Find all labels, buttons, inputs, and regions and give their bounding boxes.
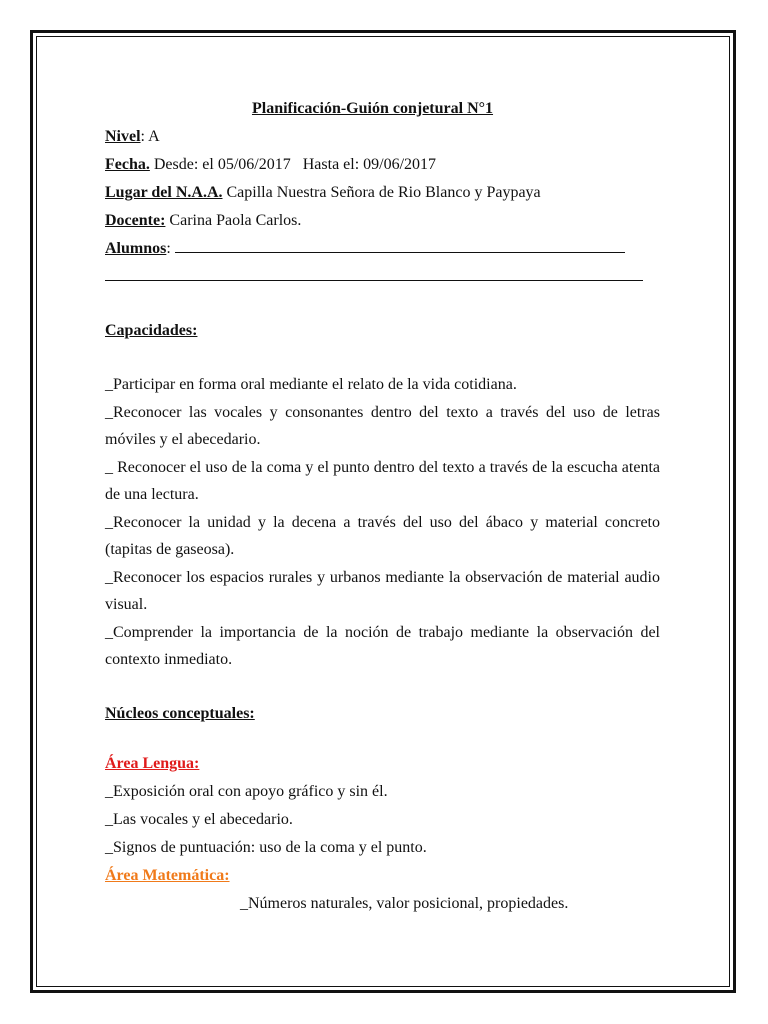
capacidades-list xyxy=(105,371,660,674)
docente-label: Docente: xyxy=(105,212,166,229)
capacidad-item: _Reconocer las vocales y consonantes dentro del texto a través del uso de letras móviles y el abecedario. xyxy=(105,403,660,448)
capacidad-item: _Reconocer los espacios rurales y urbanos mediante la observación de material audio visual. xyxy=(105,568,660,613)
nivel-label: Nivel xyxy=(105,128,141,145)
lengua-heading-line xyxy=(105,750,660,778)
lugar-value: Capilla Nuestra Señora de Rio Blanco y Paypaya xyxy=(222,184,541,201)
fecha-value: Desde: el 05/06/2017 Hasta el: 09/06/2017 xyxy=(149,156,437,173)
lengua-item: _Las vocales y el abecedario. xyxy=(105,810,293,828)
document-page xyxy=(105,95,660,918)
alumnos-line xyxy=(105,235,660,263)
capacidades-section xyxy=(105,317,660,345)
matematica-item: _Números naturales, valor posicional, propiedades. xyxy=(240,894,569,912)
matematica-heading-line xyxy=(105,862,660,890)
document-title: Planificación-Guión conjetural N°1 xyxy=(251,100,494,117)
capacidad-item: _ Reconocer el uso de la coma y el punto dentro del texto a través de la escucha atenta de una lectura. xyxy=(105,458,660,503)
lugar-line xyxy=(105,179,660,207)
nucleos-heading: Núcleos conceptuales: xyxy=(105,704,255,722)
capacidad-item: _Comprender la importancia de la noción de trabajo mediante la observación del contexto inmediato. xyxy=(105,623,660,668)
alumnos-continuation xyxy=(105,263,660,291)
fecha-label: Fecha. xyxy=(105,156,150,173)
alumnos-blank-line-2 xyxy=(105,266,643,281)
fecha-line xyxy=(105,151,660,179)
lengua-item: _Signos de puntuación: uso de la coma y el punto. xyxy=(105,838,427,856)
alumnos-blank-line xyxy=(175,238,625,253)
alumnos-value: : xyxy=(166,240,175,257)
lugar-label: Lugar del N.A.A. xyxy=(105,184,223,201)
nivel-value: : A xyxy=(140,128,160,145)
capacidad-item: _Participar en forma oral mediante el relato de la vida cotidiana. xyxy=(105,376,517,393)
area-matematica-heading: Área Matemática: xyxy=(105,866,230,884)
alumnos-label: Alumnos xyxy=(105,240,167,257)
lengua-item: _Exposición oral con apoyo gráfico y sin él. xyxy=(105,782,388,800)
docente-line xyxy=(105,207,660,235)
nivel-line xyxy=(105,123,660,151)
capacidad-item: _Reconocer la unidad y la decena a través del uso del ábaco y material concreto (tapitas de gaseosa). xyxy=(105,513,660,558)
area-lengua-heading: Área Lengua: xyxy=(105,754,200,772)
docente-value: Carina Paola Carlos. xyxy=(165,212,302,229)
capacidades-heading: Capacidades: xyxy=(105,322,198,339)
nucleos-section xyxy=(105,700,660,728)
